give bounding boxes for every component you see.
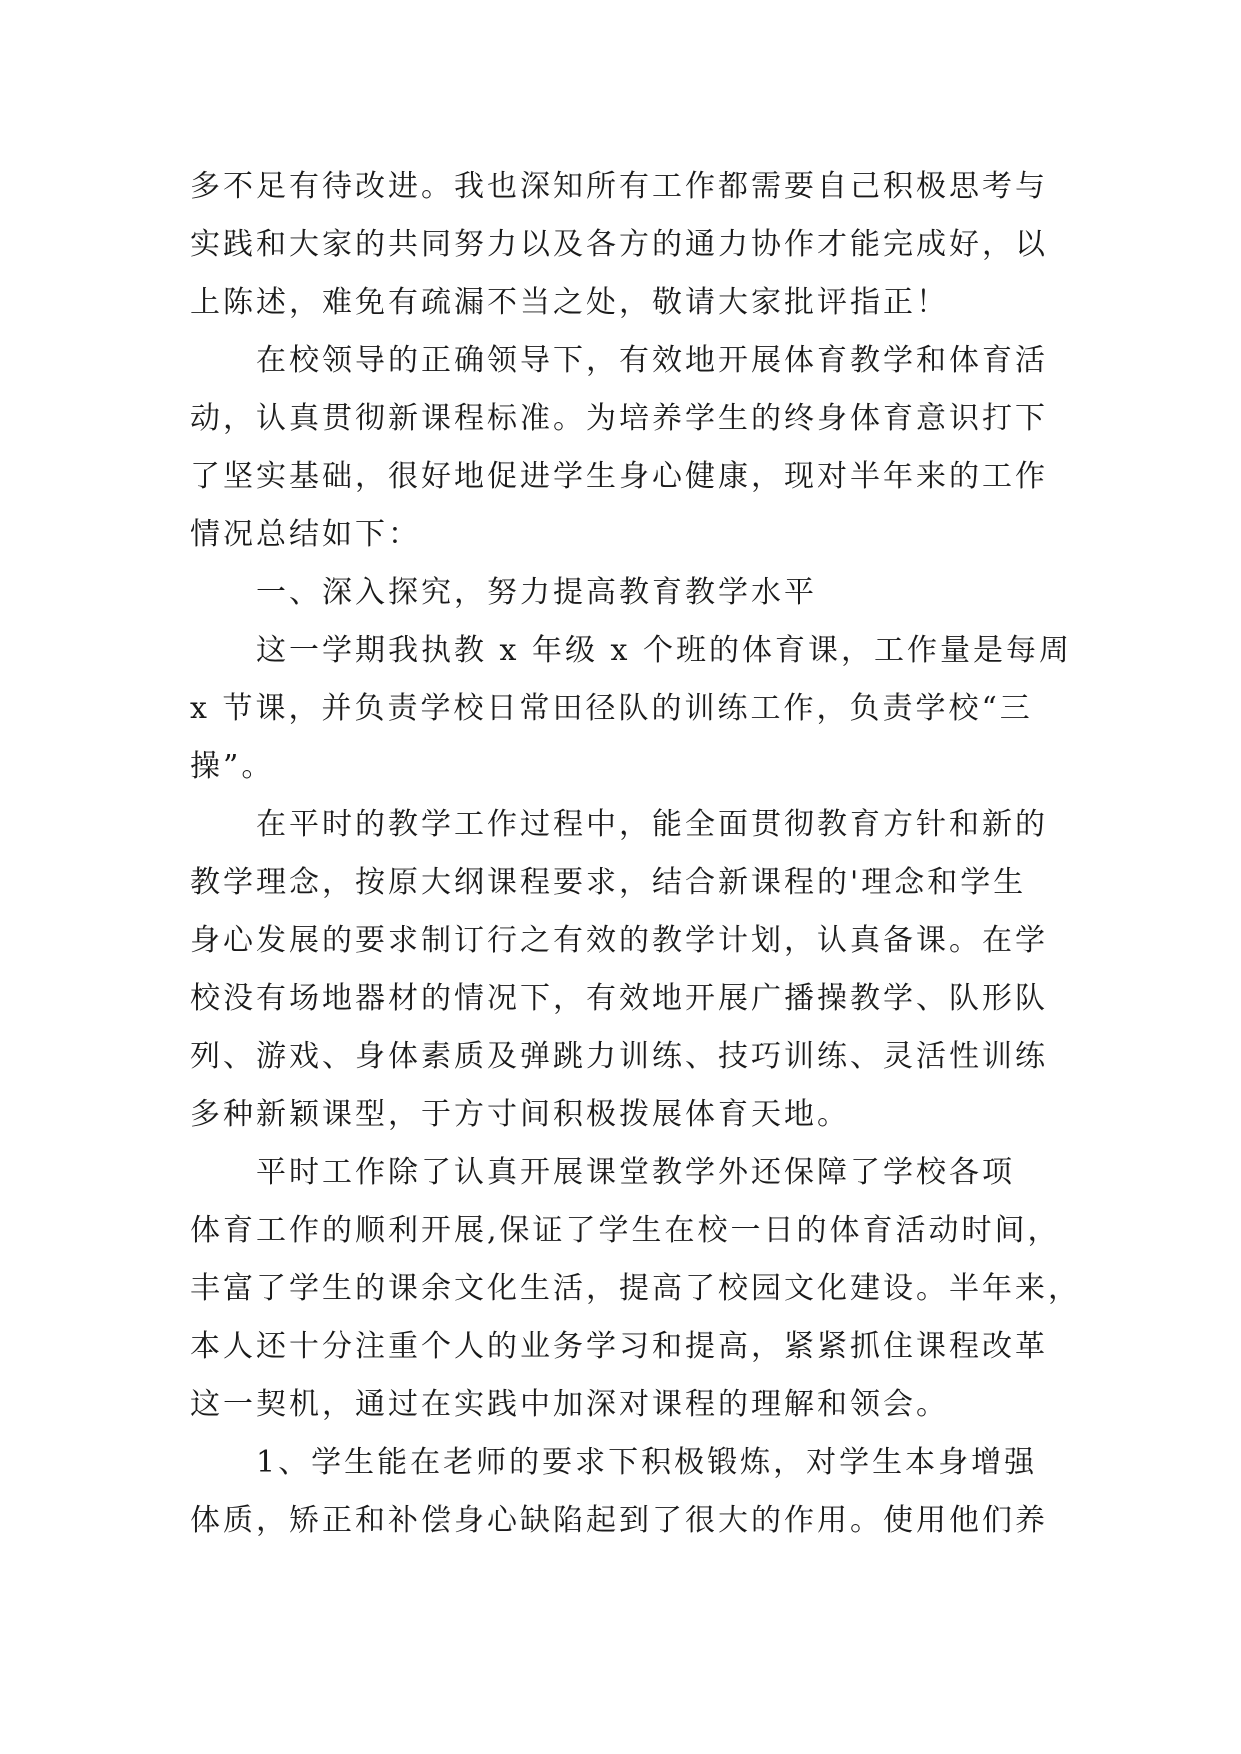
text-line: 校没有场地器材的情况下，有效地开展广播操教学、队形队 — [190, 981, 1048, 1016]
text-line: x 节课，并负责学校日常田径队的训练工作，负责学校“三 — [190, 691, 1033, 726]
text-line: 这一学期我执教 x 年级 x 个班的体育课，工作量是每周 — [256, 633, 1072, 668]
text-line: 一、深入探究，努力提高教育教学水平 — [256, 575, 817, 610]
text-line: 体育工作的顺利开展,保证了学生在校一日的体育活动时间， — [190, 1213, 1061, 1248]
text-line: 动，认真贯彻新课程标准。为培养学生的终身体育意识打下 — [190, 401, 1048, 436]
text-line: 这一契机，通过在实践中加深对课程的理解和领会。 — [190, 1387, 949, 1422]
text-line: 平时工作除了认真开展课堂教学外还保障了学校各项 — [256, 1155, 1015, 1190]
text-line: 体质，矫正和补偿身心缺陷起到了很大的作用。使用他们养 — [190, 1503, 1048, 1538]
text-line: 教学理念，按原大纲课程要求，结合新课程的'理念和学生 — [190, 865, 1027, 900]
text-line: 本人还十分注重个人的业务学习和提高，紧紧抓住课程改革 — [190, 1329, 1048, 1364]
text-line: 操”。 — [190, 749, 275, 784]
document-body — [190, 158, 1081, 1550]
text-line: 上陈述，难免有疏漏不当之处，敬请大家批评指正！ — [190, 285, 949, 320]
text-line: 情况总结如下： — [190, 517, 421, 552]
text-line: 在平时的教学工作过程中，能全面贯彻教育方针和新的 — [256, 807, 1048, 842]
text-line: 多种新颖课型，于方寸间积极拨展体育天地。 — [190, 1097, 850, 1132]
text-line: 丰富了学生的课余文化生活，提高了校园文化建设。半年来， — [190, 1271, 1081, 1306]
text-line: 了坚实基础，很好地促进学生身心健康，现对半年来的工作 — [190, 459, 1048, 494]
text-line: 在校领导的正确领导下，有效地开展体育教学和体育活 — [256, 343, 1048, 378]
text-line: 身心发展的要求制订行之有效的教学计划，认真备课。在学 — [190, 923, 1048, 958]
text-line: 1、学生能在老师的要求下积极锻炼，对学生本身增强 — [256, 1445, 1038, 1480]
text-line: 多不足有待改进。我也深知所有工作都需要自己积极思考与 — [190, 169, 1048, 204]
text-line: 列、游戏、身体素质及弹跳力训练、技巧训练、灵活性训练 — [190, 1039, 1048, 1074]
text-line: 实践和大家的共同努力以及各方的通力协作才能完成好，以 — [190, 227, 1048, 262]
